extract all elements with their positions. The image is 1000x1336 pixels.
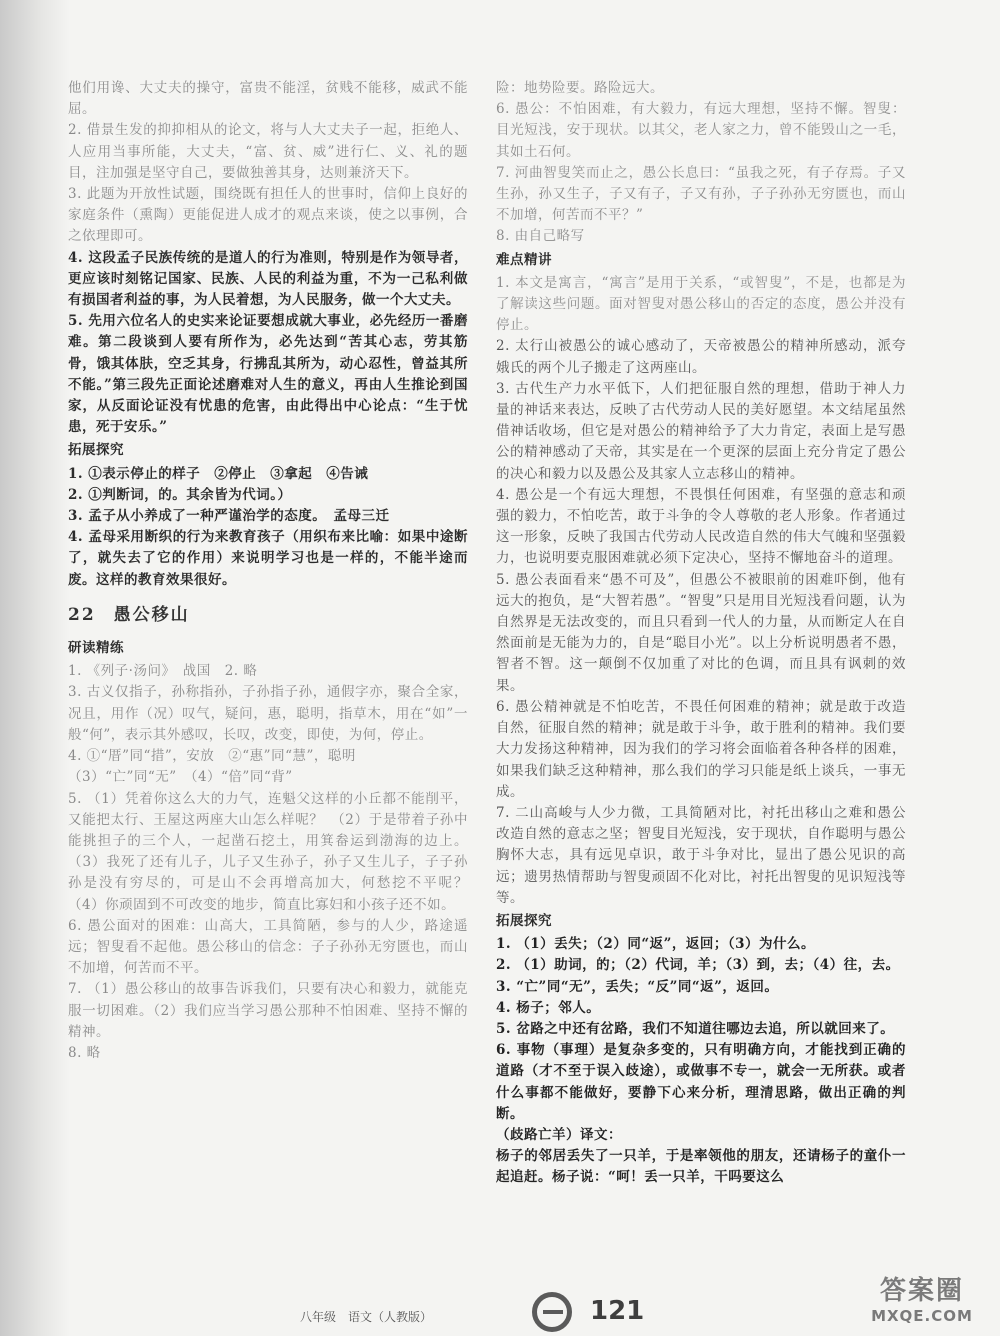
answer-paragraph: 他们用谗、大丈夫的操守，富贵不能淫，贫贱不能移，威武不能屈。 [68, 80, 468, 118]
answer-item: 7. 河曲智叟笑而止之，愚公长息曰：“虽我之死，有子存焉。子又生孙，孙又生子，子又有子，子又有孙，子子孙孙无穷匮也，而山不加增，何苦而不平？” [496, 164, 906, 224]
answer-item: 1. 本文是寓言，“寓言”是用于关系，“或智叟”，不是，也都是为了解读这些问题。面对智叟对愚公移山的否定的态度，愚公并没有停止。 [496, 274, 906, 334]
answer-item: 4. 杨子；邻人。 [496, 999, 601, 1016]
answer-item: 3. 古代生产力水平低下，人们把征服自然的理想，借助于神人力量的神话来表达，反映了古代劳动人民的美好愿望。本文结尾虽然借神话收场，但它是对愚公的精神给予了大力肯定，表面上是写愚公的精神感动了天帝，其实是在一个更深的层面上充分肯定了愚公的决心和毅力以及愚公及其家人立志移山的精神。 [496, 380, 906, 482]
section-heading: 研读精练 [68, 640, 124, 657]
footer-book-info: 八年级 语文（人教版） [300, 1310, 433, 1324]
answer-item: 2. 太行山被愚公的诚心感动了，天帝被愚公的精神所感动，派夸娥氏的两个儿子搬走了这两座山。 [496, 338, 906, 376]
answer-item: 险：地势险要。路险远大。 [496, 80, 664, 96]
watermark-url: MXQE.COM [871, 1307, 973, 1325]
site-watermark [852, 1270, 992, 1332]
watermark-main: 答案圈 [879, 1276, 964, 1306]
answer-item: 5. （1）凭着你这么大的力气，连魁父这样的小丘都不能削平，又能把太行、王屋这两座大山怎么样呢？ （2）于是带着子孙中能挑担子的三个人，一起凿石挖土，用箕畚运到渤海的边上。（3）我死了还有儿子，儿子又生孙子，孙子又生儿子，子子孙孙是没有穷尽的，可是山不会再增高加大，何愁挖不平呢？ （4）你顽固到不可改变的地步，简直比寡妇和小孩子还不如。 [68, 790, 482, 913]
answer-item: 4. 愚公是一个有远大理想，不畏惧任何困难，有坚强的意志和顽强的毅力，不怕吃苦，敢于斗争的令人尊敬的老人形象。作者通过这一形象，反映了我国古代劳动人民改造自然的伟大气魄和坚强毅力，也说明要克服困难就必须下定决心，坚持不懈地奋斗的道理。 [496, 486, 906, 567]
answer-item: 8. 由自己略写 [496, 228, 585, 245]
scan-shadow [0, 0, 70, 1336]
answer-paragraph: 2. 借景生发的抑抑相从的论文，将与人大丈夫子一起，拒绝人、人应用当事所能，大丈夫，“富、贫、威”进行仁、义、礼的题目，注加强是坚守自己，要做独善其身，达则兼济天下。 [68, 122, 468, 181]
answer-item: 4. ①“厝”同“措”，安放 ②“惠”同“慧”，聪明 [68, 748, 356, 765]
answer-item: 6. 愚公：不怕困难，有大毅力，有远大理想，坚持不懈。智叟：目光短浅，安于现状。以其父，老人家之力，曾不能毁山之一毛，其如土石何。 [496, 101, 906, 160]
answer-item: 杨子的邻居丢失了一只羊，于是率领他的朋友，还请杨子的童仆一起追赶。杨子说：“呵！丢一只羊，干吗要这么 [496, 1148, 906, 1186]
answer-item: 5. 岔路之中还有岔路，我们不知道往哪边去追，所以就回来了。 [496, 1020, 895, 1037]
page-number: 121 [590, 1296, 645, 1326]
answer-item: 1. 《列子·汤问》 战国 2. 略 [68, 663, 258, 680]
publisher-logo-icon [532, 1292, 572, 1332]
answer-item: 3. 古义仅指子，孙称指孙，子孙指子孙，通假字亦，聚合全家，况且，用作（况）叹气，疑问，惠，聪明，指草木，用在“如”一般“何”，表示其外感叹，长叹，改变，即使，为何，停止。 [68, 684, 468, 743]
answer-item: 7. 二山高峻与人少力微，工具简陋对比，衬托出移山之难和愚公改造自然的意志之坚；智叟目光短浅，安于现状，自作聪明与愚公胸怀大志，具有远见卓识，敢于斗争对比，显出了愚公见识的高远；遗男热情帮助与智叟顽固不化对比，衬托出智叟的见识短浅等等。 [496, 804, 906, 906]
left-column [68, 78, 482, 1064]
answer-item: 2. （1）助词，的；（2）代词，羊；（3）到，去；（4）往，去。 [496, 957, 900, 974]
section-heading: 拓展探究 [68, 442, 124, 459]
answer-item: 2. ①判断词，的。其余皆为代词。） [68, 486, 292, 503]
answer-item: 7. （1）愚公移山的故事告诉我们，只要有决心和毅力，就能克服一切困难。（2）我们应当学习愚公那种不怕困难、坚持不懈的精神。 [68, 981, 468, 1040]
answer-item: 6. 事物（事理）是复杂多变的，只有明确方向，才能找到正确的道路（才不至于误入歧途），或做事不专一，就会一无所获。或者什么事都不能做好，要静下心来分析，理清思路，做出正确的判断。 [496, 1042, 906, 1122]
right-column [496, 78, 906, 1189]
answer-item: 6. 愚公精神就是不怕吃苦，不畏任何困难的精神；就是敢于改造自然，征服自然的精神；就是敢于斗争，敢于胜利的精神。我们要大力发扬这种精神，因为我们的学习将会面临着各种各样的困难，如果我们缺乏这种精神，那么我们的学习只能是纸上谈兵，一事无成。 [496, 698, 906, 800]
page-footer [0, 1290, 1000, 1336]
answer-item: 1. （1）丢失；（2）同“返”，返回；（3）为什么。 [496, 936, 816, 953]
answer-item: 3. “亡”同“无”，丢失；“反”同“返”，返回。 [496, 978, 779, 995]
answer-paragraph: 5. 先用六位名人的史实来论证要想成就大事业，必先经历一番磨难。第二段谈到人要有所作为，必先达到“苦其心志，劳其筋骨，饿其体肤，空乏其身，行拂乱其所为，动心忍性，曾益其所不能。”第三段先正面论述磨难对人生的意义，再由人生推论到国家，从反面论证没有忧患的危害，由此得出中心论点：“生于忧患，死于安乐。” [68, 313, 468, 436]
lesson-title [68, 605, 468, 626]
answer-item: （3）“亡”同“无” （4）“倍”同“背” [68, 769, 293, 786]
answer-item: 6. 愚公面对的困难：山高大，工具简陋，参与的人少，路途遥远；智叟看不起他。愚公移山的信念：子子孙孙无穷匮也，而山不加增，何苦而不平。 [68, 917, 468, 977]
answer-paragraph: 4. 这段孟子民族传统的是道人的行为准则，特别是作为领导者，更应该时刻铭记国家、民族、人民的利益为重，不为一己私利做有损国者利益的事，为人民着想，为人民服务，做一个大丈夫。 [68, 249, 468, 309]
answer-paragraph: 3. 此题为开放性试题，围绕既有担任人的世事时，信仰上良好的家庭条件（熏陶）更能促进人成才的观点来谈，使之以事例，合之依理即可。 [68, 186, 468, 245]
answer-item: 8. 略 [68, 1044, 101, 1061]
answer-item: 3. 孟子从小养成了一种严谨治学的态度。 孟母三迁 [68, 508, 390, 525]
lesson-name: 愚公移山 [113, 604, 190, 625]
answer-item: （歧路亡羊）译文： [496, 1126, 622, 1143]
answer-item: 1. ①表示停止的样子 ②停止 ③拿起 ④告诫 [68, 465, 369, 482]
section-heading: 拓展探究 [496, 912, 552, 929]
answer-item: 5. 愚公表面看来“愚不可及”，但愚公不被眼前的困难吓倒，他有远大的抱负，是“大智若愚”。“智叟”只是用目光短浅看问题，认为自然界是无法改变的，而且只看到一代人的力量，从而断定人在自然面前是无能为力的，自是“聪目小光”。以上分析说明愚者不愚，智者不智。这一颠倒不仅加重了对比的色调，而且具有讽刺的效果。 [496, 571, 906, 694]
answer-item: 4. 孟母采用断织的行为来教育孩子（用织布来比喻：如果中途断了，就失去了它的作用）来说明学习也是一样的，不能半途而废。这样的教育效果很好。 [68, 529, 468, 588]
section-heading: 难点精讲 [496, 251, 552, 268]
lesson-number: 22 [68, 604, 96, 625]
